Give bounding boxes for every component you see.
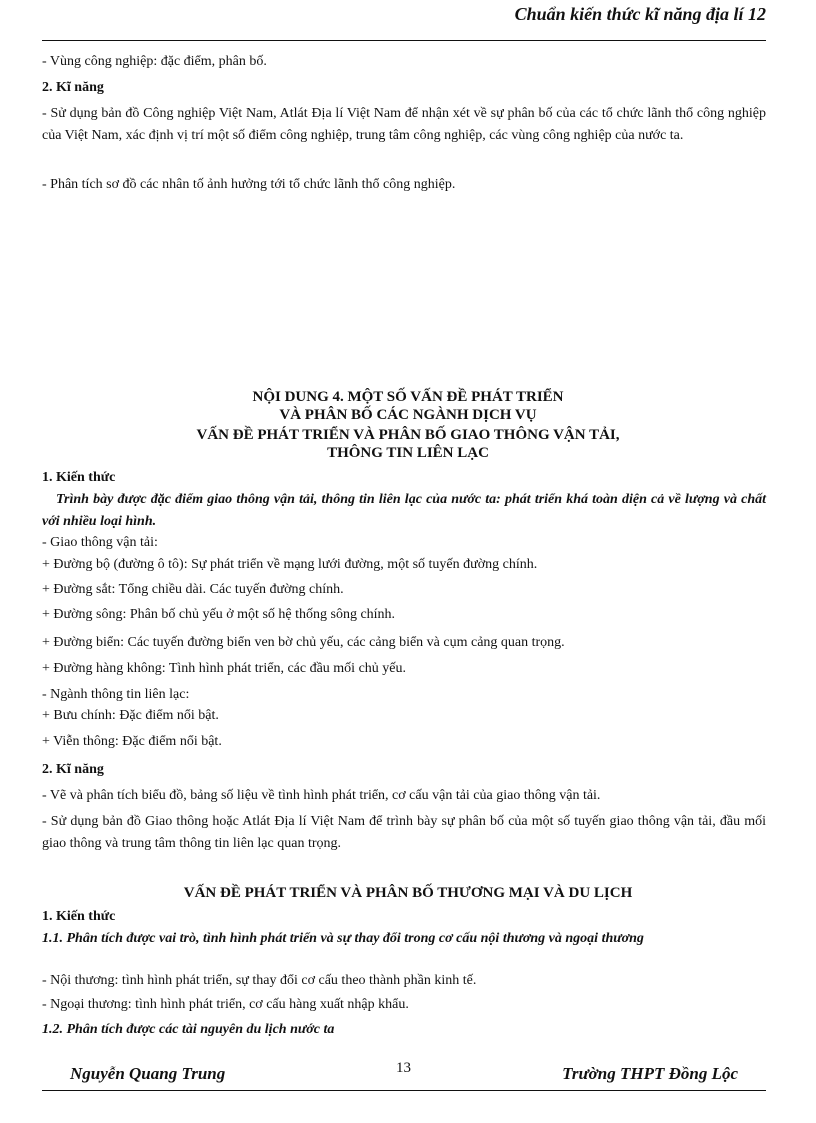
footer-author: Nguyễn Quang Trung xyxy=(70,1064,226,1083)
list-item: + Đường sắt: Tổng chiều dài. Các tuyến đường chính. xyxy=(42,582,344,597)
list-item: + Đường sông: Phân bố chủ yếu ở một số hệ thống sông chính. xyxy=(42,607,396,622)
section-subtitle-line-2: THÔNG TIN LIÊN LẠC xyxy=(327,445,489,461)
knowledge-heading: 1. Kiến thức xyxy=(42,470,116,485)
top-skill-2: - Phân tích sơ đồ các nhân tố ảnh hưởng tới tổ chức lãnh thổ công nghiệp. xyxy=(42,177,456,192)
section-title-line-2: VÀ PHÂN BỐ CÁC NGÀNH DỊCH VỤ xyxy=(279,407,537,423)
skill-1: - Vẽ và phân tích biểu đồ, bảng số liệu về tình hình phát triển, cơ cấu vận tải của giao thông vận tải. xyxy=(42,788,601,803)
top-skill-1: - Sử dụng bản đồ Công nghiệp Việt Nam, Atlát Địa lí Việt Nam để nhận xét về sự phân bố của các tổ chức lãnh thổ công nghiệp của Việt Nam, xác định vị trí một số điểm công nghiệp, trung tâm công nghiệp, các vùng công nghiệp của nước ta. xyxy=(42,106,766,143)
skills-heading: 2. Kĩ năng xyxy=(42,762,104,777)
footer-rule xyxy=(42,1090,766,1091)
top-skills-heading: 2. Kĩ năng xyxy=(42,80,104,95)
section-title-line-1: NỘI DUNG 4. MỘT SỐ VẤN ĐỀ PHÁT TRIỂN xyxy=(252,389,564,405)
top-line-1: - Vùng công nghiệp: đặc điểm, phân bố. xyxy=(42,54,267,69)
list-item: - Ngành thông tin liên lạc: xyxy=(42,687,190,702)
list-item: + Bưu chính: Đặc điểm nổi bật. xyxy=(42,708,219,723)
list-item: + Đường hàng không: Tình hình phát triển, các đầu mối chủ yếu. xyxy=(42,661,406,676)
skill-2: - Sử dụng bản đồ Giao thông hoặc Atlát Địa lí Việt Nam để trình bày sự phân bố của một số tuyến giao thông vận tải, đầu mối giao thông và trung tâm thông tin liên lạc quan trọng. xyxy=(42,814,766,851)
list-item: - Giao thông vận tải: xyxy=(42,535,158,550)
footer-school: Trường THPT Đồng Lộc xyxy=(562,1064,738,1083)
trade-subheading-2: 1.2. Phân tích được các tài nguyên du lịch nước ta xyxy=(42,1022,335,1037)
header-rule xyxy=(42,40,766,41)
list-item: + Đường bộ (đường ô tô): Sự phát triển về mạng lưới đường, một số tuyến đường chính. xyxy=(42,557,538,572)
trade-line-2: - Ngoại thương: tình hình phát triển, cơ cấu hàng xuất nhập khẩu. xyxy=(42,997,409,1012)
trade-subheading-1: 1.1. Phân tích được vai trò, tình hình phát triển và sự thay đổi trong cơ cấu nội thương và ngoại thương xyxy=(42,931,644,946)
header-title: Chuẩn kiến thức kĩ năng địa lí 12 xyxy=(514,4,766,24)
knowledge-intro: Trình bày được đặc điểm giao thông vận tải, thông tin liên lạc của nước ta: phát triển khá toàn diện cả về lượng và chất với nhiều loại hình. xyxy=(42,492,766,529)
list-item: + Đường biển: Các tuyến đường biển ven bờ chủ yếu, các cảng biển và cụm cảng quan trọng. xyxy=(42,635,565,650)
page-number: 13 xyxy=(396,1060,411,1076)
section-subtitle-line-1: VẤN ĐỀ PHÁT TRIỂN VÀ PHÂN BỐ GIAO THÔNG VẬN TẢI, xyxy=(196,427,620,443)
list-item: + Viễn thông: Đặc điểm nổi bật. xyxy=(42,734,222,749)
trade-line-1: - Nội thương: tình hình phát triển, sự thay đổi cơ cấu theo thành phần kinh tế. xyxy=(42,973,477,988)
trade-knowledge-heading: 1. Kiến thức xyxy=(42,909,116,924)
trade-section-title: VẤN ĐỀ PHÁT TRIỂN VÀ PHÂN BỐ THƯƠNG MẠI VÀ DU LỊCH xyxy=(183,885,633,901)
